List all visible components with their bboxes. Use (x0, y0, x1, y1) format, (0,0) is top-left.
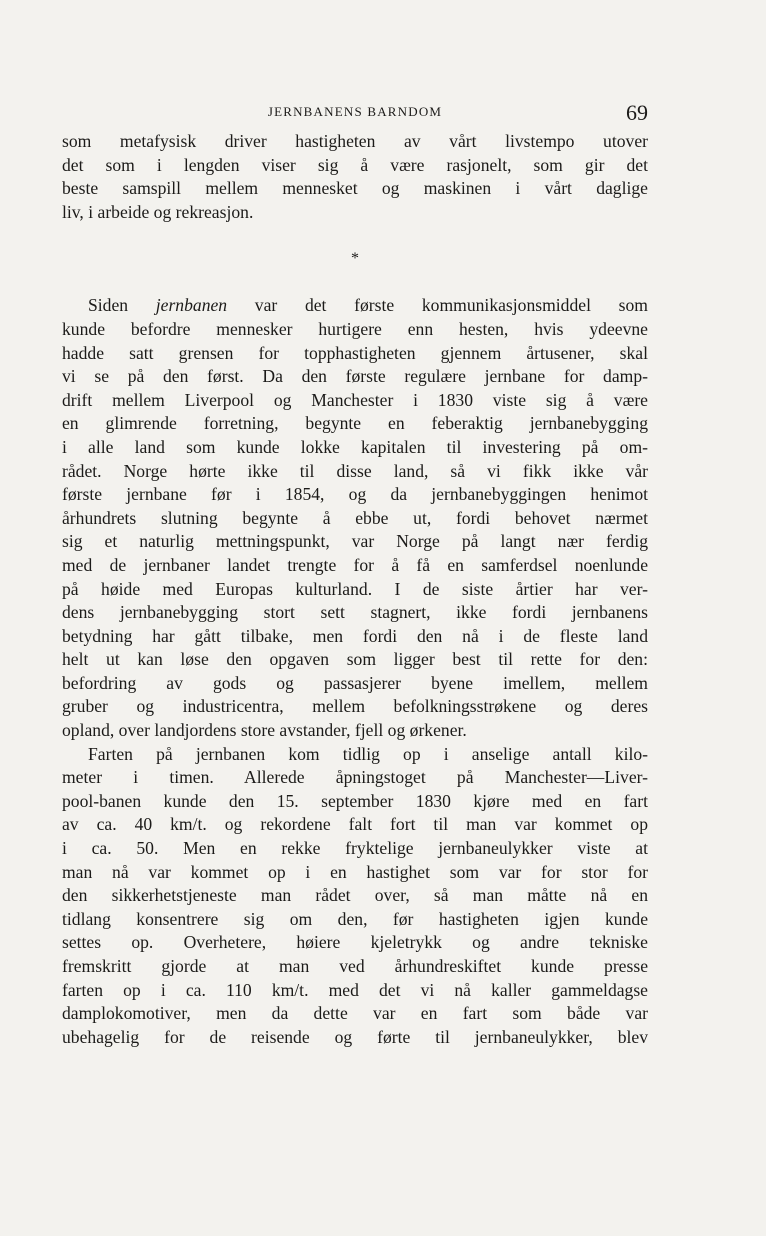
text-line: på høide med Europas kulturland. I de siste årtier har ver- (62, 578, 648, 599)
text-line: Farten på jernbanen kom tidlig op i anselige antall kilo- (88, 743, 648, 764)
text-line: i ca. 50. Men en rekke fryktelige jernbaneulykker viste at (62, 838, 648, 859)
text-line: liv, i arbeide og rekreasjon. (62, 201, 254, 222)
text-line: settes op. Overhetere, høiere kjeletrykk og andre tekniske (62, 932, 648, 953)
page-number: 69 (626, 100, 648, 125)
text-line: rådet. Norge hørte ikke til disse land, så vi fikk ikke vår (62, 460, 648, 481)
running-head (62, 100, 648, 130)
text-line: farten op i ca. 110 km/t. med det vi nå kaller gammeldagse (62, 979, 648, 1000)
text-line: gruber og industricentra, mellem befolkningsstrøkene og deres (62, 696, 648, 717)
text-line: man nå var kommet op i en hastighet som var for stor for (62, 861, 648, 882)
text-line: betydning har gått tilbake, men fordi den nå i de fleste land (62, 625, 648, 646)
italic-word: jernbanen (155, 295, 228, 316)
text-run: var det første kommunikasjonsmiddel som (227, 295, 648, 316)
section-ornament: * (351, 250, 359, 268)
text-line: pool-banen kunde den 15. september 1830 kjøre med en fart (62, 790, 648, 811)
text-line: vi se på den først. Da den første regulære jernbane for damp- (62, 366, 648, 387)
text-line: damplokomotiver, men da dette var en fart som både var (62, 1003, 648, 1024)
body-text (62, 130, 648, 1049)
text-line: hadde satt grensen for topphastigheten gjennem årtusener, skal (62, 342, 648, 363)
text-line: kunde befordre mennesker hurtigere enn hesten, hvis ydeevne (62, 318, 648, 339)
text-line: sig et naturlig mettningspunkt, var Norge på langt nær ferdig (62, 531, 648, 552)
text-line: drift mellem Liverpool og Manchester i 1830 viste sig å være (62, 389, 648, 410)
running-title: JERNBANENS BARNDOM (267, 104, 443, 119)
text-line: første jernbane før i 1854, og da jernbanebyggingen henimot (62, 484, 648, 505)
text-line (62, 294, 648, 318)
text-line: århundrets slutning begynte å ebbe ut, fordi behovet nærmet (62, 507, 648, 528)
text-run: Siden (88, 295, 156, 316)
text-line: fremskritt gjorde at man ved århundreskiftet kunde presse (62, 956, 648, 976)
text-line: opland, over landjordens store avstander, fjell og ørkener. (62, 720, 467, 741)
text-line: som metafysisk driver hastigheten av vårt livstempo utover (62, 131, 648, 151)
text-line: beste samspill mellem mennesket og maskinen i vårt daglige (62, 178, 648, 199)
text-line: den sikkerhetstjeneste man rådet over, så man måtte nå en (62, 885, 648, 906)
text-line: meter i timen. Allerede åpningstoget på Manchester—Liver- (62, 767, 648, 788)
text-line: tidlang konsentrere sig om den, før hastigheten igjen kunde (62, 908, 648, 929)
text-line: en glimrende forretning, begynte en feberaktig jernbanebygging (62, 413, 648, 434)
text-line: dens jernbanebygging stort sett stagnert, ikke fordi jernbanens (62, 602, 648, 623)
text-line: det som i lengden viser sig å være rasjonelt, som gir det (62, 154, 648, 175)
text-line: ubehagelig for de reisende og førte til jernbaneulykker, blev (62, 1026, 648, 1047)
text-line: i alle land som kunde lokke kapitalen til investering på om- (62, 436, 648, 457)
text-line: befordring av gods og passasjerer byene imellem, mellem (62, 672, 648, 693)
text-line: helt ut kan løse den opgaven som ligger best til rette for den: (62, 649, 648, 670)
text-line: med de jernbaner landet trengte for å få en samferdsel noenlunde (62, 554, 648, 575)
text-line: av ca. 40 km/t. og rekordene falt fort til man var kommet op (62, 814, 648, 835)
